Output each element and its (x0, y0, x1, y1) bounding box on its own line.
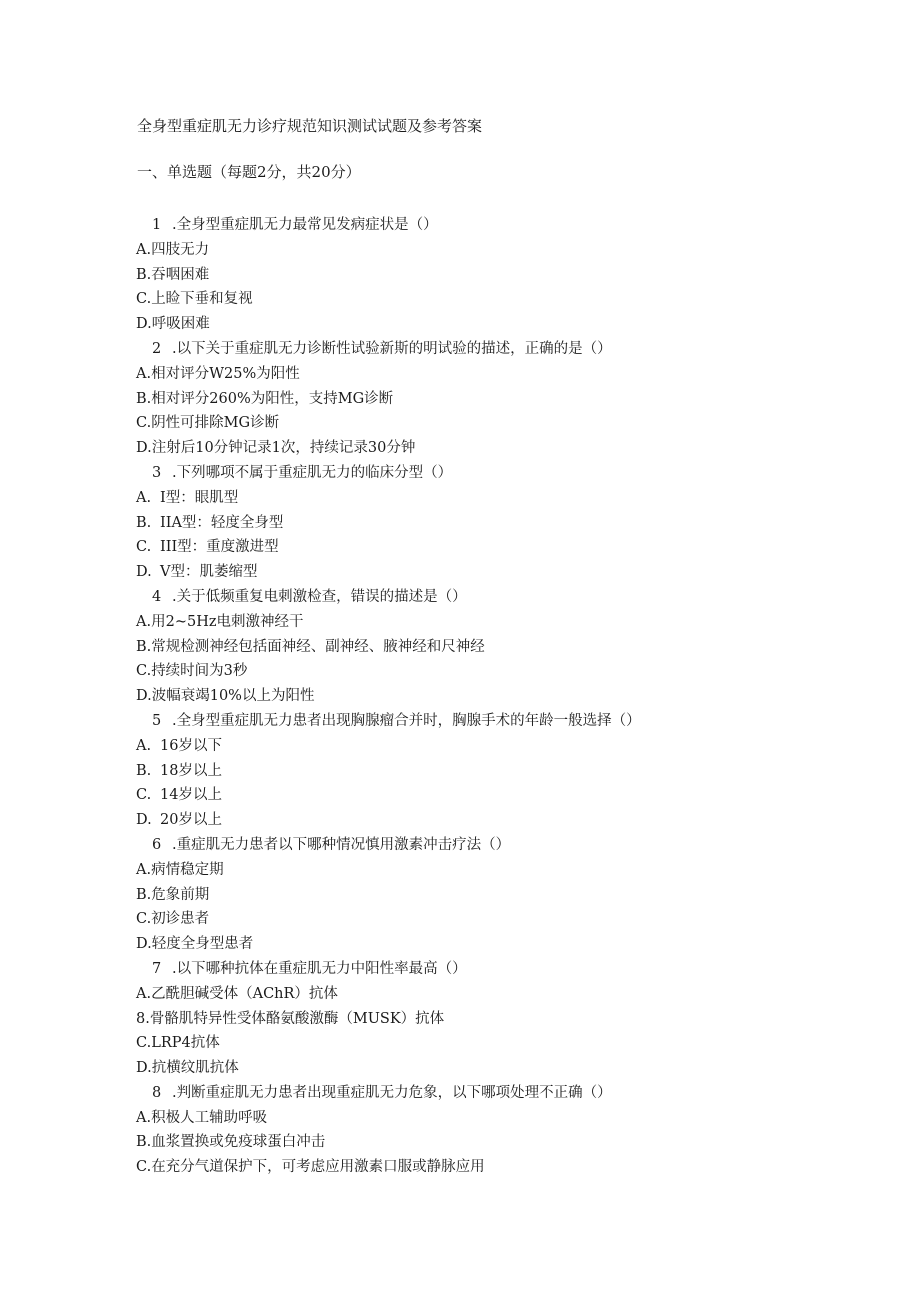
question-text: .关于低频重复电刺激检查，错误的描述是（） (172, 588, 467, 605)
option-letter: B. (136, 266, 152, 283)
option-text: 危象前期 (151, 886, 210, 903)
option-text: 14岁以上 (160, 787, 222, 804)
answer-option (136, 1031, 836, 1056)
option-letter: C. (136, 291, 152, 308)
answer-option (136, 511, 836, 536)
answer-option (136, 883, 836, 908)
option-letter: B. (136, 514, 152, 531)
option-letter: D. (136, 812, 152, 829)
option-text: 乙酰胆碱受体（AChR）抗体 (151, 985, 338, 1002)
option-text: 上睑下垂和复视 (151, 291, 253, 308)
option-text: 持续时间为3秒 (151, 663, 248, 680)
option-letter: C. (136, 787, 152, 804)
answer-option (136, 287, 836, 312)
answer-option (136, 610, 836, 635)
question-stem (136, 461, 836, 486)
option-text: 阴性可排除MG诊断 (151, 415, 280, 432)
option-text: V型：肌萎缩型 (160, 564, 258, 581)
option-letter: C. (136, 415, 152, 432)
option-letter: A. (136, 737, 152, 754)
option-letter: A. (136, 613, 152, 630)
option-text: 20岁以上 (160, 812, 222, 829)
question-stem (136, 833, 836, 858)
answer-option (136, 808, 836, 833)
answer-option (136, 263, 836, 288)
answer-option (136, 1130, 836, 1155)
question-number: 1 (152, 217, 162, 233)
question-number: 2 (152, 340, 162, 357)
option-letter: B. (136, 1134, 152, 1151)
option-letter: C. (136, 1159, 152, 1176)
option-letter: C. (136, 663, 152, 680)
answer-option (136, 560, 836, 585)
option-text: 常规检测神经包括面神经、副神经、腋神经和尺神经 (151, 638, 485, 655)
question-stem (136, 957, 836, 982)
question-text: .重症肌无力患者以下哪种情况慎用激素冲击疗法（） (172, 836, 511, 853)
option-text: LRP4抗体 (151, 1035, 220, 1052)
answer-option (136, 362, 836, 387)
option-letter: A. (136, 241, 152, 258)
option-letter: D. (136, 936, 152, 953)
answer-option (136, 635, 836, 660)
answer-option (136, 659, 836, 684)
option-text: 16岁以下 (160, 737, 222, 754)
option-letter: A. (136, 985, 152, 1002)
option-text: 吞咽困难 (151, 266, 210, 283)
option-letter: D. (136, 316, 152, 333)
option-text: 初诊患者 (151, 911, 210, 928)
question-text: .判断重症肌无力患者出现重症肌无力危象，以下哪项处理不正确（） (172, 1084, 612, 1101)
option-text: 病情稳定期 (151, 861, 224, 878)
answer-option (136, 486, 836, 511)
option-letter: D. (136, 440, 152, 457)
question-text: .以下关于重症肌无力诊断性试验新斯的明试验的描述，正确的是（） (172, 340, 612, 357)
answer-option (136, 932, 836, 957)
answer-option (136, 436, 836, 461)
option-text: 18岁以上 (160, 762, 222, 779)
option-letter: D. (136, 1060, 152, 1077)
option-text: 四肢无力 (151, 241, 210, 258)
answer-option (136, 759, 836, 784)
option-text: 血浆置换或免疫球蛋白冲击 (151, 1134, 326, 1151)
question-number: 8 (152, 1084, 162, 1101)
option-text: 在充分气道保护下，可考虑应用激素口服或静脉应用 (151, 1159, 485, 1176)
option-letter: B. (136, 762, 152, 779)
option-letter: A. (136, 1109, 152, 1126)
answer-option (136, 783, 836, 808)
question-number: 4 (152, 588, 162, 605)
option-letter: C. (136, 911, 152, 928)
question-list (136, 213, 836, 1180)
option-text: 用2~5Hz电刺激神经干 (151, 613, 304, 630)
answer-option (136, 238, 836, 263)
option-text: 积极人工辅助呼吸 (151, 1109, 268, 1126)
answer-option (136, 1106, 836, 1131)
section-heading: 一、单选题（每题2分，共20分） (137, 163, 361, 181)
option-letter: A. (136, 861, 152, 878)
option-text: 相对评分260%为阳性，支持MG诊断 (151, 390, 394, 407)
option-letter: B. (136, 390, 152, 407)
answer-option (136, 312, 836, 337)
option-text: IIA型：轻度全身型 (160, 514, 284, 531)
option-text: 相对评分W25%为阳性 (151, 365, 300, 382)
answer-option (136, 907, 836, 932)
answer-option (136, 684, 836, 709)
option-text: 呼吸困难 (151, 316, 210, 333)
question-stem (136, 1081, 836, 1106)
option-letter: B. (136, 886, 152, 903)
answer-option (136, 1007, 836, 1032)
question-stem (136, 213, 836, 238)
answer-option (136, 858, 836, 883)
option-letter: D. (136, 564, 152, 581)
option-text: I型：眼肌型 (160, 489, 239, 506)
question-stem (136, 337, 836, 362)
option-text: 抗横纹肌抗体 (151, 1060, 239, 1077)
answer-option (136, 1155, 836, 1180)
question-text: .全身型重症肌无力最常见发病症状是（） (172, 217, 438, 233)
answer-option (136, 387, 836, 412)
option-text: .骨骼肌特异性受体酪氨酸激酶（MUSK）抗体 (145, 1010, 445, 1027)
option-text: 波幅衰竭10%以上为阳性 (151, 688, 315, 705)
option-text: III型：重度激进型 (160, 539, 279, 556)
answer-option (136, 535, 836, 560)
question-number: 3 (152, 464, 162, 481)
answer-option (136, 734, 836, 759)
option-letter: D. (136, 688, 152, 705)
option-letter: B. (136, 638, 152, 655)
question-text: .全身型重症肌无力患者出现胸腺瘤合并时，胸腺手术的年龄一般选择（） (172, 712, 641, 729)
option-text: 注射后10分钟记录1次，持续记录30分钟 (151, 440, 416, 457)
question-text: .以下哪种抗体在重症肌无力中阳性率最高（） (172, 960, 467, 977)
question-stem (136, 585, 836, 610)
question-stem (136, 709, 836, 734)
question-number: 5 (152, 712, 162, 729)
option-letter: A. (136, 489, 152, 506)
document-title: 全身型重症肌无力诊疗规范知识测试试题及参考答案 (137, 117, 483, 135)
answer-option (136, 411, 836, 436)
answer-option (136, 1056, 836, 1081)
question-number: 6 (152, 836, 162, 853)
option-text: 轻度全身型患者 (151, 936, 254, 953)
option-letter: 8 (136, 1010, 146, 1027)
option-letter: C. (136, 539, 152, 556)
option-letter: A. (136, 365, 152, 382)
answer-option (136, 982, 836, 1007)
option-letter: C. (136, 1035, 152, 1052)
question-number: 7 (152, 960, 162, 977)
question-text: .下列哪项不属于重症肌无力的临床分型（） (172, 464, 453, 481)
